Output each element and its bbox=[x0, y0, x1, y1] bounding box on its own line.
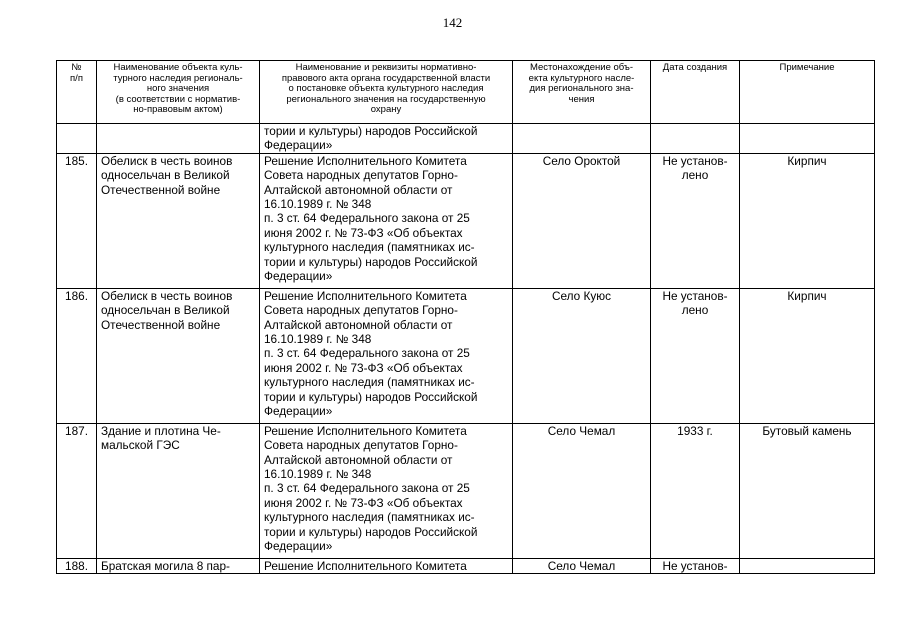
text-line: Село Куюс bbox=[551, 288, 612, 303]
cell-note bbox=[740, 423, 875, 558]
text-line: но-правовым актом) bbox=[133, 104, 223, 116]
cell-name bbox=[97, 153, 260, 288]
text-line: Отечественной войне bbox=[101, 182, 221, 197]
text-line: Кирпич bbox=[787, 288, 827, 303]
text-line: Наименование и реквизиты нормативно- bbox=[295, 62, 477, 73]
text-line: Примечание bbox=[779, 62, 835, 73]
text-line: культурного наследия (памятниках ис- bbox=[264, 240, 475, 255]
text-line: мальской ГЭС bbox=[101, 438, 180, 453]
header-act bbox=[260, 61, 513, 124]
cell-num: 185. bbox=[57, 153, 97, 288]
cell-date bbox=[651, 153, 740, 288]
table-row bbox=[57, 558, 875, 573]
text-line: Село Ороктой bbox=[542, 153, 621, 168]
cell-note bbox=[740, 124, 875, 154]
cell-name bbox=[97, 288, 260, 423]
header-note bbox=[740, 61, 875, 124]
cell-act bbox=[260, 124, 513, 154]
header-location bbox=[513, 61, 651, 124]
text-line: тории и культуры) народов Российской bbox=[264, 254, 478, 269]
table-row bbox=[57, 423, 875, 558]
cell-act bbox=[260, 558, 513, 573]
cell-date bbox=[651, 558, 740, 573]
text-line: о постановке объекта культурного наследия bbox=[288, 83, 484, 95]
text-line: Совета народных депутатов Горно- bbox=[264, 168, 458, 183]
cell-num: 188. bbox=[57, 558, 97, 573]
cell-act bbox=[260, 153, 513, 288]
cell-location bbox=[513, 288, 651, 423]
cell-location bbox=[513, 423, 651, 558]
text-line: Село Чемал bbox=[547, 558, 616, 573]
text-line: 16.10.1989 г. № 348 bbox=[264, 467, 372, 482]
text-line: Не установ- bbox=[662, 558, 728, 573]
text-line: Здание и плотина Че- bbox=[101, 423, 221, 438]
text-line: июня 2002 г. № 73-ФЗ «Об объектах bbox=[264, 495, 463, 510]
cell-name bbox=[97, 423, 260, 558]
text-line: тории и культуры) народов Российской bbox=[264, 124, 478, 138]
table-header-row bbox=[57, 61, 875, 124]
text-line: турного наследия региональ- bbox=[113, 72, 243, 84]
cell-num: 186. bbox=[57, 288, 97, 423]
page-number: 142 bbox=[442, 15, 463, 30]
table-row bbox=[57, 153, 875, 288]
header-name bbox=[97, 61, 260, 124]
text-line: Братская могила 8 пар- bbox=[101, 558, 230, 573]
text-line: Решение Исполнительного Комитета bbox=[264, 288, 467, 303]
heritage-registry-table bbox=[56, 60, 875, 574]
cell-note bbox=[740, 558, 875, 573]
text-line: Федерации» bbox=[264, 539, 333, 554]
text-line: тории и культуры) народов Российской bbox=[264, 524, 478, 539]
table-row-continuation bbox=[57, 124, 875, 154]
text-line: Решение Исполнительного Комитета bbox=[264, 558, 467, 573]
text-line: Решение Исполнительного Комитета bbox=[264, 153, 467, 168]
header-date bbox=[651, 61, 740, 124]
text-line: (в соответствии с норматив- bbox=[115, 93, 241, 105]
cell-note bbox=[740, 153, 875, 288]
cell-num: 187. bbox=[57, 423, 97, 558]
text-line: Кирпич bbox=[787, 153, 827, 168]
text-line: охрану bbox=[370, 104, 402, 116]
cell-date bbox=[651, 124, 740, 154]
cell-act bbox=[260, 288, 513, 423]
text-line: Федерации» bbox=[264, 138, 333, 153]
text-line: июня 2002 г. № 73-ФЗ «Об объектах bbox=[264, 360, 463, 375]
text-line: правового акта органа государственной власти bbox=[281, 72, 491, 84]
text-line: Местонахождение объ- bbox=[529, 62, 634, 73]
cell-name bbox=[97, 558, 260, 573]
text-line: 1933 г. bbox=[677, 423, 713, 438]
text-line: Не установ- bbox=[662, 153, 728, 168]
text-line: п. 3 ст. 64 Федерального закона от 25 bbox=[264, 346, 470, 361]
text-line: культурного наследия (памятниках ис- bbox=[264, 510, 475, 525]
text-line: Федерации» bbox=[264, 269, 333, 284]
text-line: чения bbox=[568, 93, 595, 105]
text-line: односельчан в Великой bbox=[101, 168, 230, 183]
text-line: Село Чемал bbox=[547, 423, 616, 438]
text-line: июня 2002 г. № 73-ФЗ «Об объектах bbox=[264, 225, 463, 240]
cell-date bbox=[651, 288, 740, 423]
text-line: ного значения bbox=[146, 83, 210, 95]
cell-note bbox=[740, 288, 875, 423]
cell-date bbox=[651, 423, 740, 558]
text-line: Совета народных депутатов Горно- bbox=[264, 303, 458, 318]
text-line: 16.10.1989 г. № 348 bbox=[264, 332, 372, 347]
cell-location bbox=[513, 558, 651, 573]
text-line: Обелиск в честь воинов bbox=[101, 288, 233, 303]
text-line: Наименование объекта куль- bbox=[113, 62, 243, 73]
text-line: Дата создания bbox=[662, 62, 728, 73]
text-line: Алтайской автономной области от bbox=[264, 317, 453, 332]
text-line: Совета народных депутатов Горно- bbox=[264, 438, 458, 453]
text-line: односельчан в Великой bbox=[101, 303, 230, 318]
text-line: п/п bbox=[70, 72, 83, 84]
text-line: екта культурного насле- bbox=[528, 72, 635, 84]
cell-location bbox=[513, 124, 651, 154]
text-line: Отечественной войне bbox=[101, 317, 221, 332]
text-line: п. 3 ст. 64 Федерального закона от 25 bbox=[264, 211, 470, 226]
text-line: тории и культуры) народов Российской bbox=[264, 389, 478, 404]
text-line: Бутовый камень bbox=[762, 423, 852, 438]
text-line: 16.10.1989 г. № 348 bbox=[264, 197, 372, 212]
text-line: дия регионального зна- bbox=[529, 83, 634, 95]
cell-act bbox=[260, 423, 513, 558]
text-line: Не установ- bbox=[662, 288, 728, 303]
cell-name bbox=[97, 124, 260, 154]
table-row bbox=[57, 288, 875, 423]
text-line: № bbox=[71, 62, 82, 73]
cell-num bbox=[57, 124, 97, 154]
text-line: регионального значения на государственную bbox=[286, 93, 486, 105]
text-line: Обелиск в честь воинов bbox=[101, 153, 233, 168]
text-line: Федерации» bbox=[264, 404, 333, 419]
header-num bbox=[57, 61, 97, 124]
text-line: Алтайской автономной области от bbox=[264, 182, 453, 197]
text-line: культурного наследия (памятниках ис- bbox=[264, 375, 475, 390]
cell-location bbox=[513, 153, 651, 288]
text-line: лено bbox=[681, 168, 709, 183]
text-line: Решение Исполнительного Комитета bbox=[264, 423, 467, 438]
text-line: п. 3 ст. 64 Федерального закона от 25 bbox=[264, 481, 470, 496]
text-line: Алтайской автономной области от bbox=[264, 452, 453, 467]
text-line: лено bbox=[681, 303, 709, 318]
